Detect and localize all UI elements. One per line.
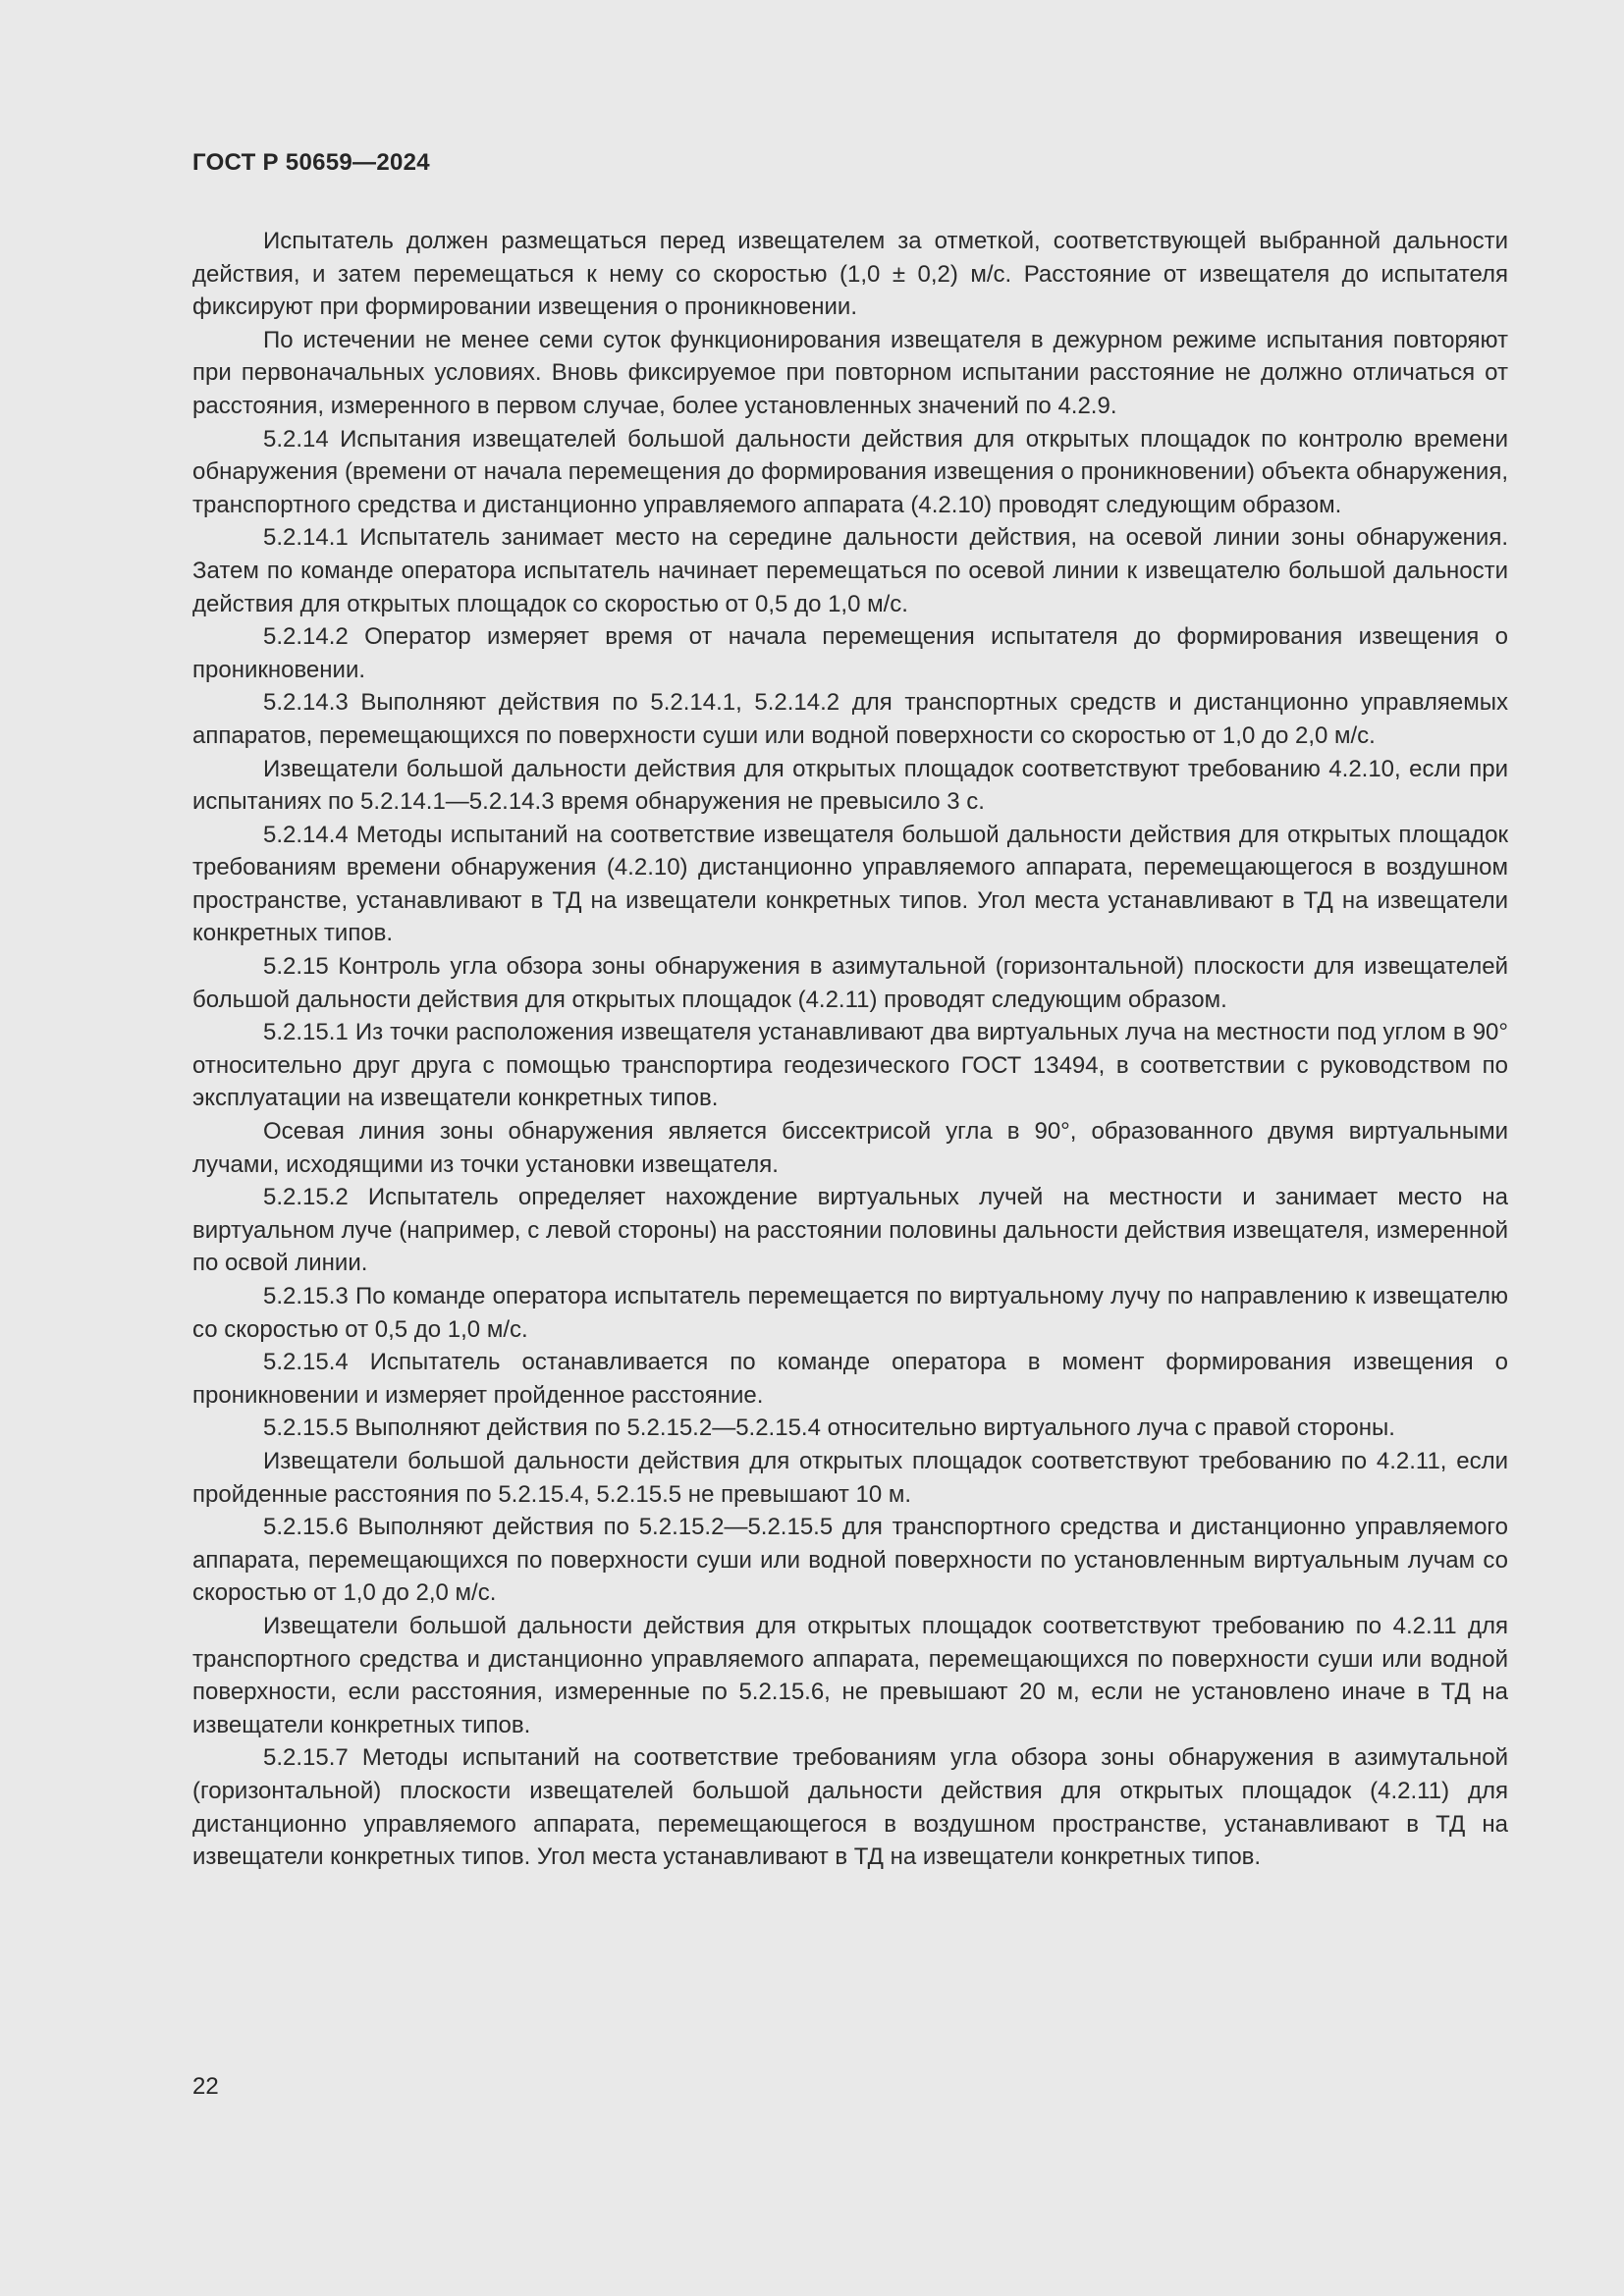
paragraph: Извещатели большой дальности действия для открытых площадок соответствуют требованию по 4.2.11 для транспортного средства и дистанционно управляемого аппарата, перемещающихся по поверхности суши или водной поверхности, если расстояния, измеренные по 5.2.15.6, не превышают 20 м, если не установлено иначе в ТД на извещатели конкретных типов. xyxy=(192,1612,1508,1738)
paragraph-5-2-15-5: 5.2.15.5 Выполняют действия по 5.2.15.2—5.2.15.4 относительно виртуального луча с правой стороны. xyxy=(263,1415,1395,1442)
paragraph-5-2-14: 5.2.14 Испытания извещателей большой дальности действия для открытых площадок по контролю времени обнаружения (времени от начала перемещения до формирования извещения о проникновении) объекта обнаружения, транспортного средства и дистанционно управляемого аппарата (4.2.10) проводят следующим образом. xyxy=(192,425,1508,518)
paragraph-5-2-14-1: 5.2.14.1 Испытатель занимает место на середине дальности действия, на осевой линии зоны обнаружения. Затем по команде оператора испытатель начинает перемещаться по осевой линии к извещателю большой дальности действия для открытых площадок со скоростью от 0,5 до 1,0 м/с. xyxy=(192,524,1508,617)
paragraph-5-2-15-1: 5.2.15.1 Из точки расположения извещателя устанавливают два виртуальных луча на местности под углом в 90° относительно друг друга с помощью транспортира геодезического ГОСТ 13494, в соответствии с руководством по эксплуатации на извещатели конкретных типов. xyxy=(192,1019,1508,1112)
paragraph-5-2-14-3: 5.2.14.3 Выполняют действия по 5.2.14.1, 5.2.14.2 для транспортных средств и дистанционно управляемых аппаратов, перемещающихся по поверхности суши или водной поверхности со скоростью от 1,0 до 2,0 м/с. xyxy=(192,689,1508,749)
paragraph-5-2-15-7: 5.2.15.7 Методы испытаний на соответствие требованиям угла обзора зоны обнаружения в азимутальной (горизонтальной) плоскости извещателей большой дальности действия для открытых площадок (4.2.11) для дистанционно управляемого аппарата, перемещающегося в воздушном пространстве, устанавливают в ТД на извещатели конкретных типов. Угол места устанавливают в ТД на извещатели конкретных типов. xyxy=(192,1744,1508,1871)
paragraph: По истечении не менее семи суток функционирования извещателя в дежурном режиме испытания повторяют при первоначальных условиях. Вновь фиксируемое при повторном испытании расстояние не должно отличаться от расстояния, измеренного в первом случае, более установленных значений по 4.2.9. xyxy=(192,326,1508,419)
paragraph-5-2-14-2: 5.2.14.2 Оператор измеряет время от начала перемещения испытателя до формирования извещения о проникновении. xyxy=(192,623,1508,683)
paragraph-5-2-15-4: 5.2.15.4 Испытатель останавливается по команде оператора в момент формирования извещения о проникновении и измеряет пройденное расстояние. xyxy=(192,1349,1508,1409)
paragraph: Извещатели большой дальности действия для открытых площадок соответствуют требованию 4.2.10, если при испытаниях по 5.2.14.1—5.2.14.3 время обнаружения не превысило 3 с. xyxy=(192,755,1508,816)
paragraph-5-2-15-2: 5.2.15.2 Испытатель определяет нахождение виртуальных лучей на местности и занимает место на виртуальном луче (например, с левой стороны) на расстоянии половины дальности действия извещателя, измеренной по освой линии. xyxy=(192,1184,1508,1277)
paragraph-5-2-15-6: 5.2.15.6 Выполняют действия по 5.2.15.2—5.2.15.5 для транспортного средства и дистанционно управляемого аппарата, перемещающихся по поверхности суши или водной поверхности по установленным виртуальным лучам со скоростью от 1,0 до 2,0 м/с. xyxy=(192,1514,1508,1607)
page-number: 22 xyxy=(192,2073,219,2100)
paragraph-5-2-15: 5.2.15 Контроль угла обзора зоны обнаружения в азимутальной (горизонтальной) плоскости для извещателей большой дальности действия для открытых площадок (4.2.11) проводят следующим образом. xyxy=(192,953,1508,1013)
paragraph: Испытатель должен размещаться перед извещателем за отметкой, соответствующей выбранной дальности действия, и затем перемещаться к нему со скоростью (1,0 ± 0,2) м/с. Расстояние от извещателя до испытателя фиксируют при формировании извещения о проникновении. xyxy=(192,228,1508,321)
paragraph: Извещатели большой дальности действия для открытых площадок соответствуют требованию по 4.2.11, если пройденные расстояния по 5.2.15.4, 5.2.15.5 не превышают 10 м. xyxy=(192,1447,1508,1508)
document-code: ГОСТ Р 50659—2024 xyxy=(192,149,430,176)
document-body xyxy=(192,225,1508,1874)
paragraph-5-2-15-3: 5.2.15.3 По команде оператора испытатель перемещается по виртуальному лучу по направлению к извещателю со скоростью от 0,5 до 1,0 м/с. xyxy=(192,1283,1508,1343)
paragraph: Осевая линия зоны обнаружения является биссектрисой угла в 90°, образованного двумя виртуальными лучами, исходящими из точки установки извещателя. xyxy=(192,1118,1508,1178)
paragraph-5-2-14-4: 5.2.14.4 Методы испытаний на соответствие извещателя большой дальности действия для открытых площадок требованиям времени обнаружения (4.2.10) дистанционно управляемого аппарата, перемещающегося в воздушном пространстве, устанавливают в ТД на извещатели конкретных типов. Угол места устанавливают в ТД на извещатели конкретных типов. xyxy=(192,821,1508,947)
